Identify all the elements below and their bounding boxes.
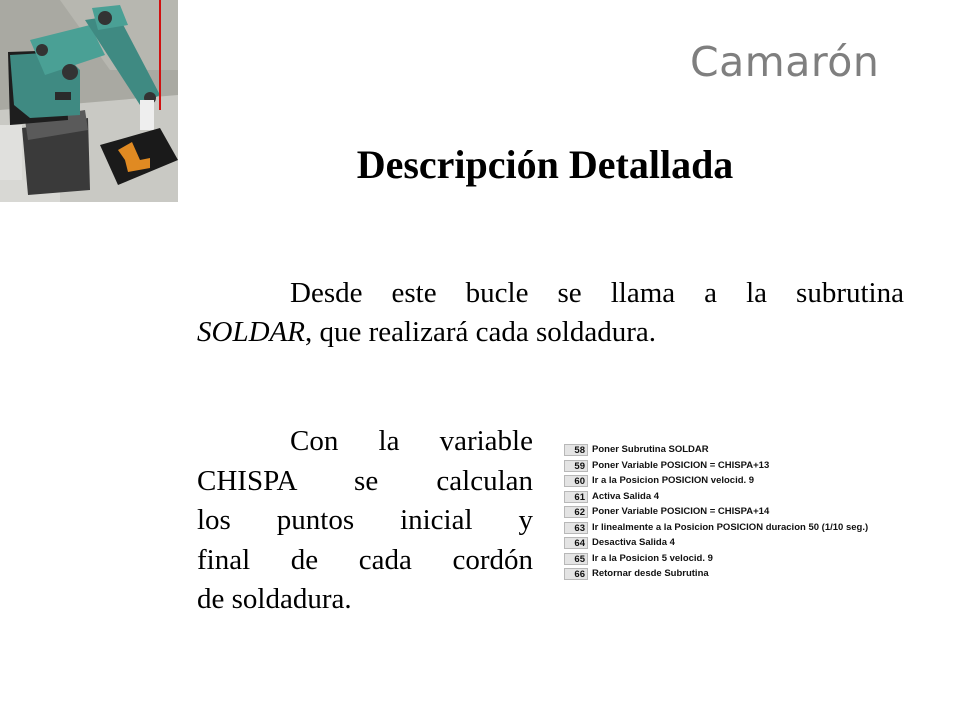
paragraph-line: Con la variable	[290, 425, 533, 457]
paragraph-chispa	[197, 422, 533, 620]
instruction-text: Desactiva Salida 4	[592, 537, 675, 548]
listing-row	[564, 553, 910, 566]
line-number: 61	[564, 491, 588, 503]
paragraph-line: Desde este bucle se llama a la subrutina	[290, 277, 904, 309]
listing-row	[564, 506, 910, 519]
line-number: 59	[564, 460, 588, 472]
instruction-text: Activa Salida 4	[592, 490, 660, 502]
page-heading: Descripción Detallada	[356, 142, 734, 187]
listing-row	[564, 537, 910, 550]
paragraph-line	[197, 313, 904, 352]
line-number: 63	[564, 522, 588, 534]
instruction-text: Poner Variable POSICION = CHISPA+13	[592, 459, 770, 471]
instruction-text: Ir linealmente a la Posicion POSICION duracion 50 (1/10 seg.)	[592, 521, 869, 533]
listing-row	[564, 568, 910, 581]
paragraph-soldar	[197, 274, 904, 352]
paragraph-line: final de cada cordón	[197, 543, 533, 576]
program-listing	[564, 444, 910, 589]
instruction-text: Poner Variable POSICION = CHISPA+14	[592, 506, 770, 517]
instruction-text: Poner Subrutina SOLDAR	[592, 444, 709, 455]
instruction-text: Ir a la Posicion POSICION velocid. 9	[592, 475, 755, 486]
paragraph-line: CHISPA se calculan	[197, 464, 533, 497]
line-number: 65	[564, 553, 588, 565]
instruction-text: Retornar desde Subrutina	[592, 568, 709, 579]
line-number: 62	[564, 506, 588, 518]
line-number: 60	[564, 475, 588, 487]
listing-row	[564, 475, 910, 488]
line-number: 66	[564, 568, 588, 580]
subroutine-name: SOLDAR	[197, 316, 305, 348]
paragraph-line: los puntos inicial y	[197, 504, 533, 536]
listing-row	[564, 460, 910, 473]
listing-row	[564, 522, 910, 535]
paragraph-line-rest: , que realizará cada soldadura.	[304, 316, 656, 348]
paragraph-line: de soldadura.	[197, 583, 352, 615]
line-number: 58	[564, 444, 588, 456]
listing-row	[564, 491, 910, 504]
instruction-text: Ir a la Posicion 5 velocid. 9	[592, 552, 713, 564]
brand-title: Camarón	[690, 38, 880, 86]
line-number: 64	[564, 537, 588, 549]
listing-row	[564, 444, 910, 457]
